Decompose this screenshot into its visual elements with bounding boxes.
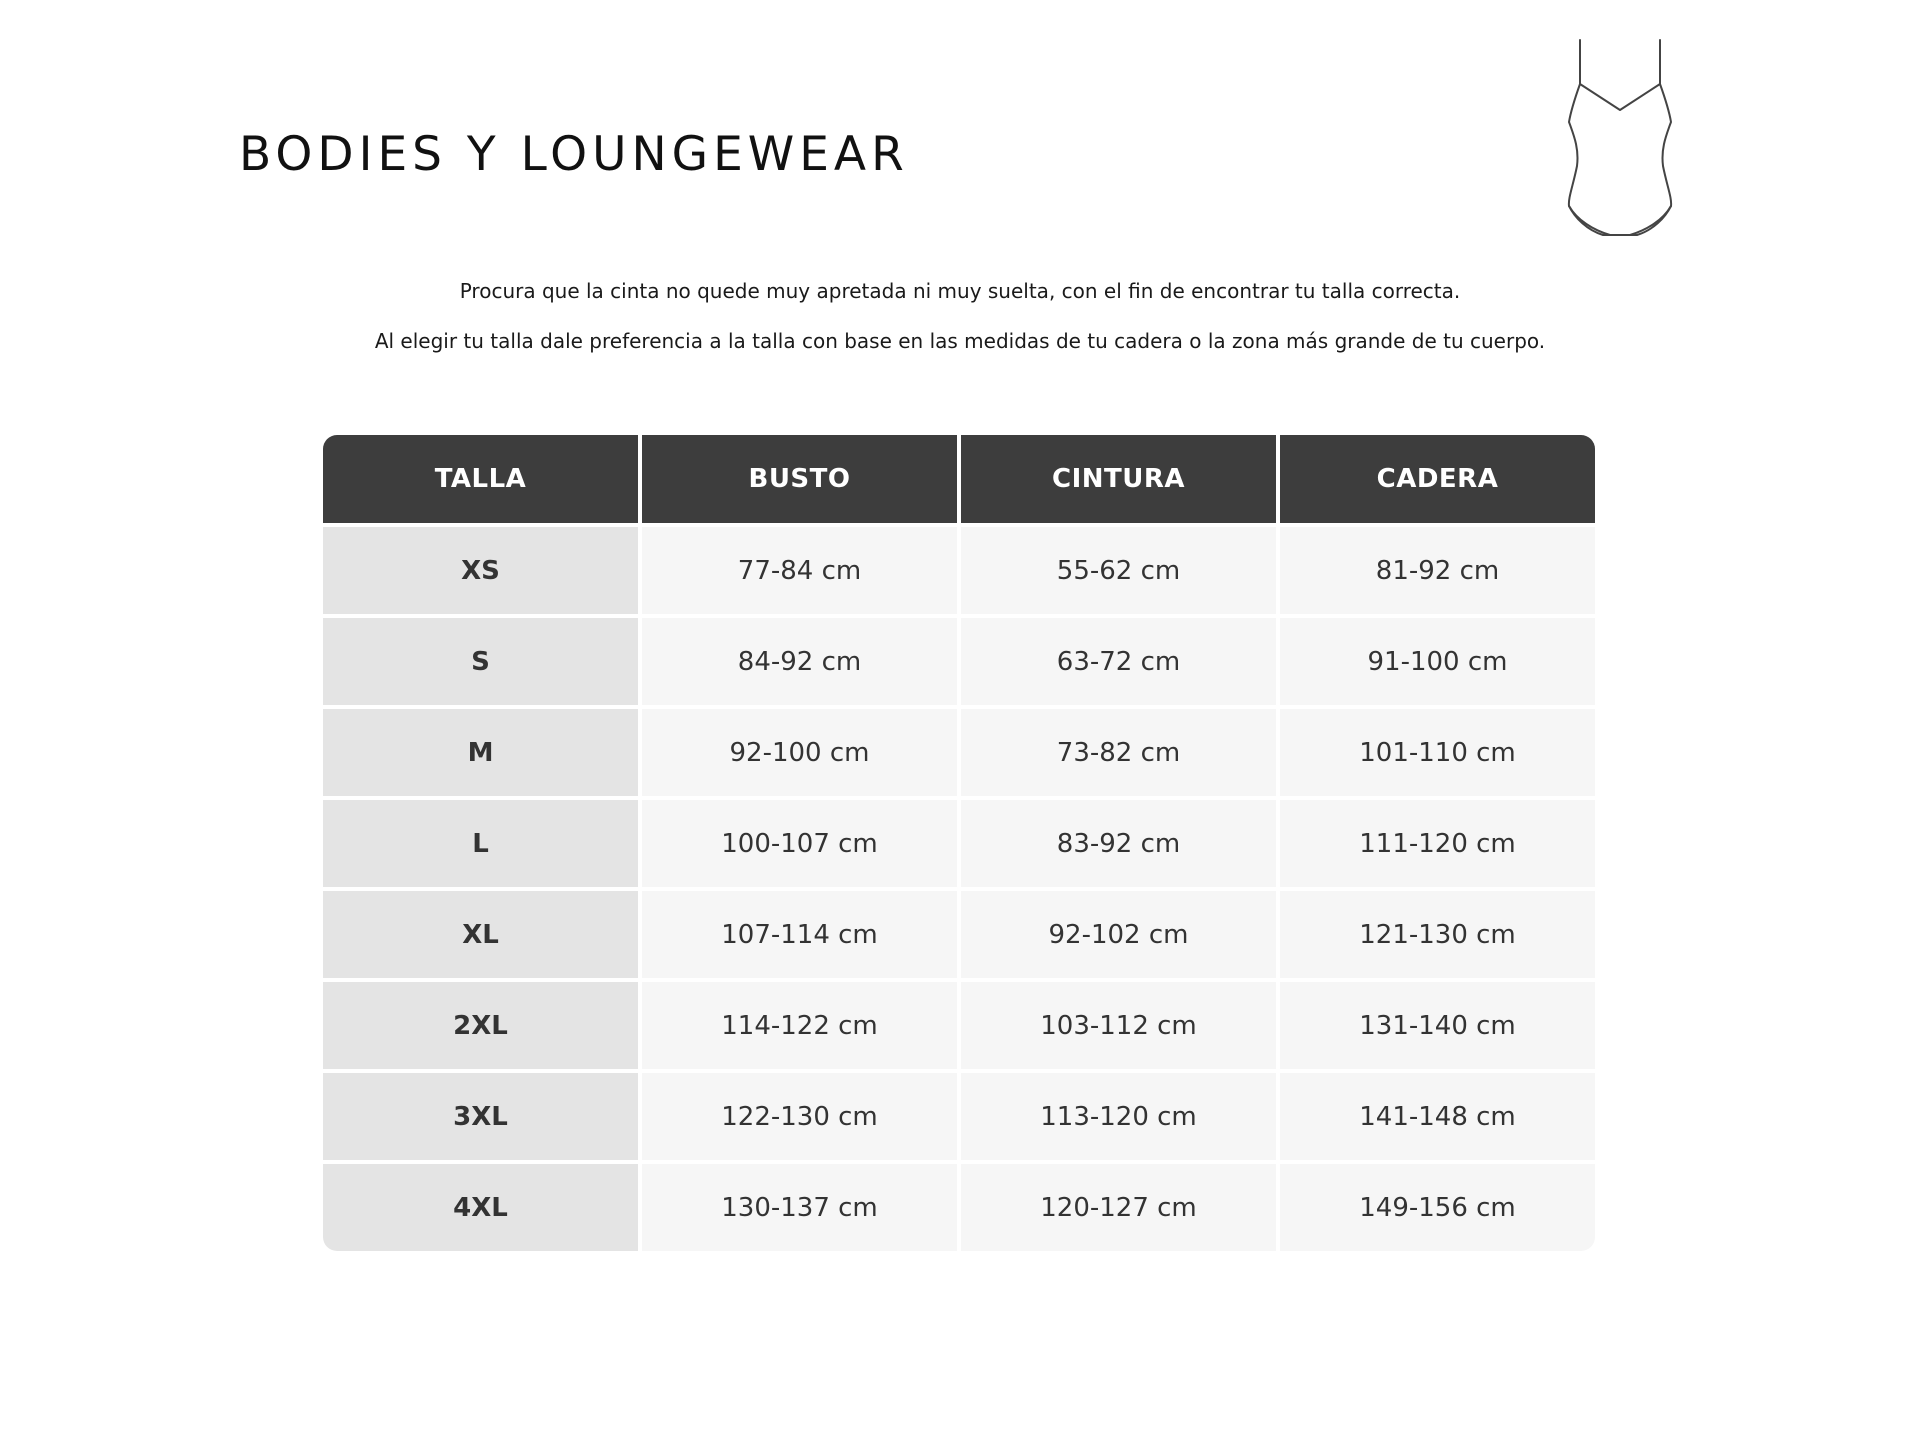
- size-cell: XL: [323, 891, 638, 978]
- intro-instruction-hip: Al elegir tu talla dale preferencia a la talla con base en las medidas de tu cadera o la zona más grande de tu cuerpo.: [374, 329, 1546, 353]
- intro-instruction-tape: Procura que la cinta no quede muy apretada ni muy suelta, con el fin de encontrar tu talla correcta.: [459, 279, 1461, 303]
- bust-cell: 107-114 cm: [642, 891, 957, 978]
- bust-cell: 100-107 cm: [642, 800, 957, 887]
- size-cell: 4XL: [323, 1164, 638, 1251]
- bust-cell: 122-130 cm: [642, 1073, 957, 1160]
- bust-cell: 130-137 cm: [642, 1164, 957, 1251]
- table-row: [323, 1073, 1595, 1160]
- size-cell: 3XL: [323, 1073, 638, 1160]
- column-header-bust: BUSTO: [642, 435, 957, 523]
- page-title: BODIES Y LOUNGEWEAR: [239, 127, 909, 182]
- hip-cell: 101-110 cm: [1280, 709, 1595, 796]
- waist-cell: 83-92 cm: [961, 800, 1276, 887]
- waist-cell: 92-102 cm: [961, 891, 1276, 978]
- bust-cell: 84-92 cm: [642, 618, 957, 705]
- table-row: [323, 709, 1595, 796]
- size-cell: M: [323, 709, 638, 796]
- table-row: [323, 527, 1595, 614]
- waist-cell: 63-72 cm: [961, 618, 1276, 705]
- bust-cell: 114-122 cm: [642, 982, 957, 1069]
- table-header-row: [323, 435, 1595, 523]
- bust-cell: 77-84 cm: [642, 527, 957, 614]
- hip-cell: 81-92 cm: [1280, 527, 1595, 614]
- column-header-size: TALLA: [323, 435, 638, 523]
- waist-cell: 55-62 cm: [961, 527, 1276, 614]
- bodysuit-outline-icon: [1565, 38, 1675, 240]
- hip-cell: 149-156 cm: [1280, 1164, 1595, 1251]
- table-row: [323, 1164, 1595, 1251]
- waist-cell: 113-120 cm: [961, 1073, 1276, 1160]
- table-row: [323, 982, 1595, 1069]
- hip-cell: 91-100 cm: [1280, 618, 1595, 705]
- size-cell: XS: [323, 527, 638, 614]
- waist-cell: 103-112 cm: [961, 982, 1276, 1069]
- waist-cell: 120-127 cm: [961, 1164, 1276, 1251]
- table-row: [323, 800, 1595, 887]
- column-header-waist: CINTURA: [961, 435, 1276, 523]
- hip-cell: 111-120 cm: [1280, 800, 1595, 887]
- size-cell: S: [323, 618, 638, 705]
- bust-cell: 92-100 cm: [642, 709, 957, 796]
- column-header-hip: CADERA: [1280, 435, 1595, 523]
- hip-cell: 131-140 cm: [1280, 982, 1595, 1069]
- hip-cell: 121-130 cm: [1280, 891, 1595, 978]
- table-row: [323, 618, 1595, 705]
- size-cell: 2XL: [323, 982, 638, 1069]
- size-cell: L: [323, 800, 638, 887]
- waist-cell: 73-82 cm: [961, 709, 1276, 796]
- hip-cell: 141-148 cm: [1280, 1073, 1595, 1160]
- size-chart-table: [319, 431, 1599, 1255]
- table-row: [323, 891, 1595, 978]
